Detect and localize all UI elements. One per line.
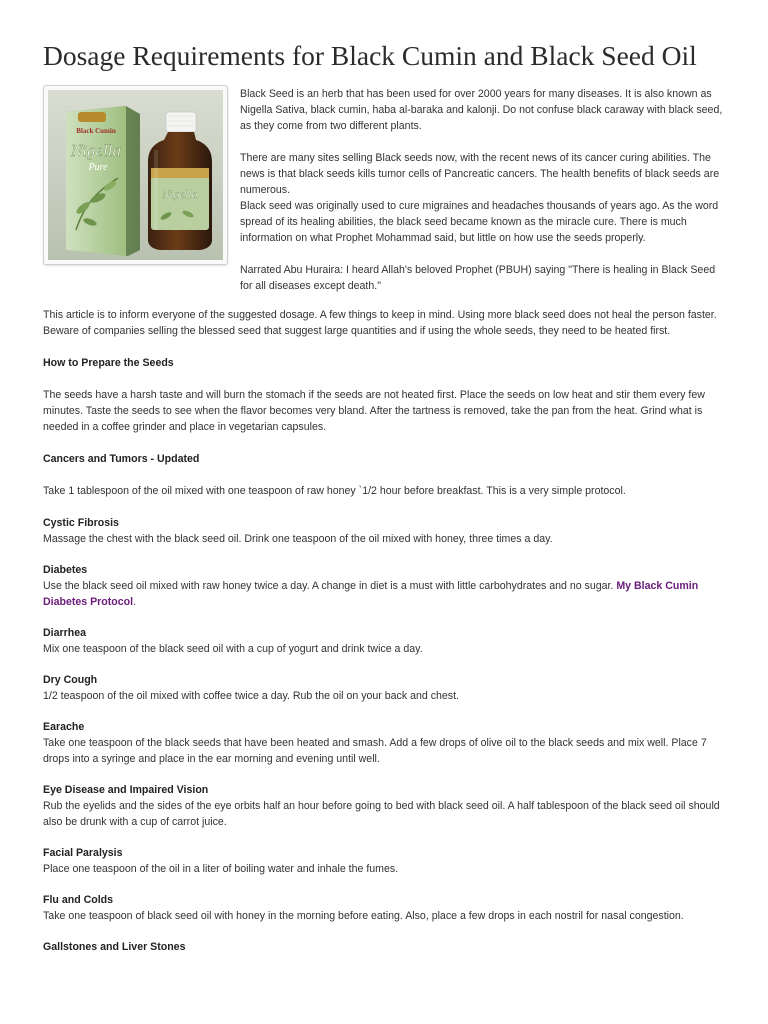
condition-heading: Diarrhea [43, 627, 86, 639]
section-text: Take 1 tablespoon of the oil mixed with one teaspoon of raw honey `1/2 hour before breakfast. This is a very simple protocol. [43, 485, 626, 497]
section-heading: How to Prepare the Seeds [43, 357, 174, 369]
condition-text: Massage the chest with the black seed oil. Drink one teaspoon of the oil mixed with honey, three times a day. [43, 533, 553, 545]
condition-text: Take one teaspoon of black seed oil with honey in the morning before eating. Also, place a few drops in each nostril for nasal congestion. [43, 910, 684, 922]
product-image [43, 85, 228, 265]
section-text: The seeds have a harsh taste and will burn the stomach if the seeds are not heated first. Place the seeds on low heat and stir them every few minutes. Taste the seeds to see when the flavor becomes very bland. After the tartness is removed, take the pan from the heat. Grind what is needed in a coffee grinder and place in vegetarian capsules. [43, 389, 705, 433]
section-heading: Cancers and Tumors - Updated [43, 453, 200, 465]
condition-section [43, 892, 733, 924]
intro-paragraph: There are many sites selling Black seeds now, with the recent news of its cancer curing abilities. The news is that black seeds kills tumor cells of Pancreatic cancers. The health benefits of black seeds are numerous. [240, 152, 720, 196]
intro-paragraph: Black seed was originally used to cure migraines and headaches thousands of years ago. As the word spread of its healing abilities, the black seed became known as the miracle cure. There is much information on what Prophet Mohammad said, but little on how use the seeds properly. [240, 200, 719, 244]
bottle-label-text: Nigella [162, 187, 198, 201]
condition-text: Mix one teaspoon of the black seed oil with a cup of yogurt and drink twice a day. [43, 643, 423, 655]
condition-section [43, 939, 733, 955]
box-sub-text: Pure [88, 162, 108, 173]
condition-section [43, 719, 733, 767]
condition-text: Take one teaspoon of the black seeds that have been heated and smash. Add a few drops of olive oil to the black seeds and mix well. Place 7 drops into a syringe and place in the ear morning and evening until well. [43, 737, 707, 765]
condition-heading: Earache [43, 721, 85, 733]
condition-heading: Eye Disease and Impaired Vision [43, 784, 209, 796]
condition-heading: Dry Cough [43, 674, 98, 686]
condition-section [43, 515, 733, 547]
condition-text: Rub the eyelids and the sides of the eye orbits half an hour before going to bed with black seed oil. A half tablespoon of the black seed oil should also be drunk with a cup of carrot juice. [43, 800, 720, 828]
condition-heading: Facial Paralysis [43, 847, 123, 859]
condition-section [43, 845, 733, 877]
box-brand-text: Nigella [70, 141, 122, 160]
condition-section [43, 625, 733, 657]
black-seed-oil-product-photo [48, 90, 223, 260]
condition-heading: Diabetes [43, 564, 88, 576]
condition-section [43, 672, 733, 704]
article-body [43, 307, 733, 970]
condition-section [43, 782, 733, 830]
condition-heading: Flu and Colds [43, 894, 114, 906]
condition-text: Place one teaspoon of the oil in a liter of boiling water and inhale the fumes. [43, 863, 399, 875]
condition-text [43, 578, 733, 610]
condition-heading: Cystic Fibrosis [43, 517, 119, 529]
quote-paragraph: Narrated Abu Huraira: I heard Allah's beloved Prophet (PBUH) saying "There is healing in Black Seed for all diseases except death." [240, 264, 716, 292]
condition-text: 1/2 teaspoon of the oil mixed with coffee twice a day. Rub the oil on your back and chest. [43, 690, 459, 702]
intro-paragraph: Black Seed is an herb that has been used for over 2000 years for many diseases. It is also known as Nigella Sativa, black cumin, haba al-baraka and kalonji. Do not confuse black caraway with black seed, as they come from two different plants. [240, 88, 723, 132]
condition-section [43, 562, 733, 610]
condition-text-body: Use the black seed oil mixed with raw honey twice a day. A change in diet is a must with little carbohydrates and no sugar. [43, 580, 617, 592]
purpose-paragraph: This article is to inform everyone of the suggested dosage. A few things to keep in mind. Using more black seed does not heal the person faster. Beware of companies selling the blessed seed that suggest large quantities and if using the whole seeds, they need to be heated first. [43, 309, 717, 337]
intro-text [240, 86, 730, 310]
box-label-text: Black Cumin [76, 127, 116, 135]
link-trailing-period: . [133, 596, 137, 608]
page-title: Dosage Requirements for Black Cumin and Black Seed Oil [43, 40, 697, 71]
diabetes-protocol-link[interactable]: My Black Cumin Diabetes Protocol [43, 580, 699, 608]
condition-heading: Gallstones and Liver Stones [43, 941, 186, 953]
